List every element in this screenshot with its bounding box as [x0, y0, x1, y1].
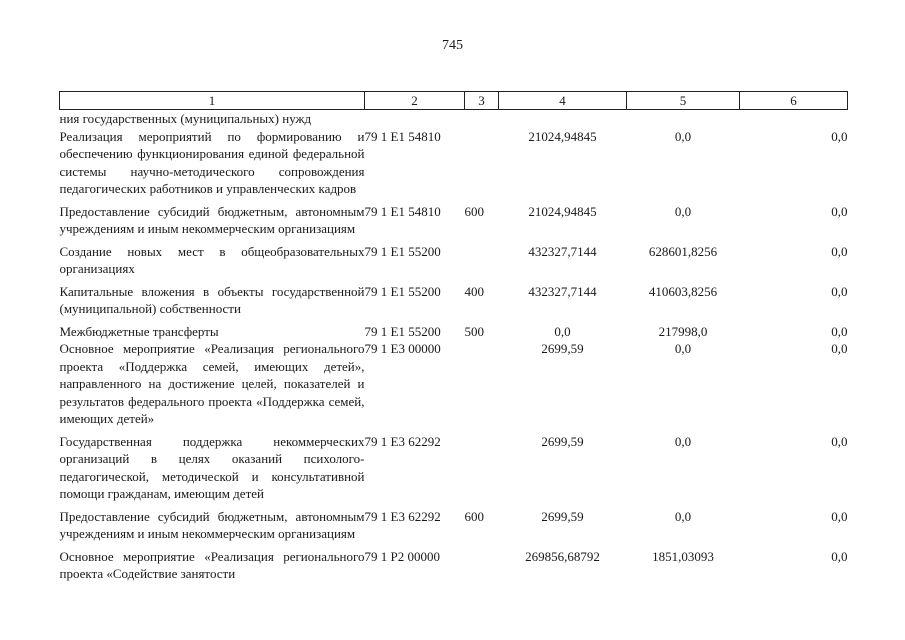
column-header: 1: [60, 92, 365, 110]
page-number: 745: [442, 38, 463, 53]
row-name-cell: Предоставление субсидий бюджетным, автономным учреждениям и иным некоммерческим организациям: [59, 203, 365, 236]
amount-col5-cell: 0,0: [674, 508, 692, 524]
table-row: [60, 428, 848, 503]
amount-col6-cell: 0,0: [831, 203, 848, 219]
expense-type-cell: [465, 128, 499, 198]
target-code-cell: 79 1 Е3 00000: [364, 341, 441, 356]
amount-col6-cell: 0,0: [831, 323, 848, 339]
column-header: 6: [740, 92, 848, 110]
amount-col5-cell: 628601,8256: [648, 243, 718, 259]
target-code-cell: 79 1 Е1 54810: [364, 203, 441, 219]
column-header: 3: [465, 92, 499, 110]
table-row: [60, 318, 848, 341]
target-code-cell: 79 1 Е3 62292: [364, 508, 441, 524]
target-code-cell: [365, 110, 465, 128]
target-code-cell: 79 1 Е1 55200: [364, 283, 441, 299]
row-name-cell: Реализация мероприятий по формированию и обеспечению функционирования единой федеральной системы научно-методического сопровождения педагогических работников и управленческих кадров: [59, 128, 365, 196]
expense-type-cell: [465, 543, 499, 583]
amount-col5-cell: 217998,0: [658, 323, 708, 339]
amount-col4-cell: 0,0: [554, 323, 571, 339]
expense-type-cell: 600: [464, 203, 484, 219]
amount-col4-cell: 2699,59: [541, 508, 584, 524]
row-name-cell: ния государственных (муниципальных) нужд: [59, 111, 312, 126]
table-row: [60, 128, 848, 198]
amount-col5-cell: 0,0: [674, 341, 692, 356]
row-name-cell: Капитальные вложения в объекты государственной (муниципальной) собственности: [59, 283, 365, 316]
amount-col4-cell: 2699,59: [541, 341, 584, 356]
amount-col5-cell: 0,0: [674, 128, 692, 144]
row-name-cell: Основное мероприятие «Реализация регионального проекта «Содействие занятости: [59, 548, 365, 581]
amount-col5-cell: 0,0: [674, 433, 692, 449]
amount-col6-cell: [740, 110, 848, 128]
table-row: [60, 278, 848, 318]
expense-type-cell: 600: [464, 508, 484, 524]
target-code-cell: 79 1 Р2 00000: [364, 548, 440, 564]
amount-col6-cell: 0,0: [831, 243, 848, 259]
amount-col6-cell: 0,0: [831, 128, 848, 144]
amount-col6-cell: 0,0: [831, 433, 848, 449]
amount-col4-cell: 432327,7144: [528, 243, 597, 259]
expense-type-cell: 500: [464, 323, 484, 339]
table-header-row: [60, 92, 848, 110]
row-name-cell: Создание новых мест в общеобразовательных организациях: [59, 243, 365, 276]
amount-col5-cell: [627, 110, 740, 128]
amount-col6-cell: 0,0: [831, 548, 848, 564]
expense-type-cell: [465, 110, 499, 128]
target-code-cell: 79 1 Е1 55200: [364, 243, 441, 259]
expense-type-cell: [465, 340, 499, 428]
table-row: [60, 503, 848, 543]
amount-col6-cell: 0,0: [831, 341, 848, 356]
amount-col4-cell: 269856,68792: [525, 548, 600, 564]
budget-table: [59, 91, 848, 583]
column-header: 2: [365, 92, 465, 110]
amount-col5-cell: 0,0: [674, 203, 692, 219]
row-name-cell: Основное мероприятие «Реализация регионального проекта «Поддержка семей, имеющих детей», направленного на достижение целей, показателей и результатов федерального проекта «Поддержка семей, имеющих детей»: [59, 341, 365, 426]
expense-type-cell: [465, 238, 499, 278]
table-row: [60, 198, 848, 238]
table-row: [60, 238, 848, 278]
amount-col4-cell: 2699,59: [541, 433, 584, 449]
column-header: 5: [627, 92, 740, 110]
table-row: [60, 543, 848, 583]
table-row: [60, 110, 848, 128]
target-code-cell: 79 1 Е1 55200: [364, 323, 441, 339]
amount-col4-cell: 21024,94845: [528, 203, 597, 219]
amount-col5-cell: 1851,03093: [652, 548, 714, 564]
expense-type-cell: [465, 428, 499, 503]
target-code-cell: 79 1 Е3 62292: [364, 433, 441, 449]
amount-col4-cell: [499, 110, 627, 128]
row-name-cell: Межбюджетные трансферты: [59, 323, 219, 339]
amount-col5-cell: 410603,8256: [648, 283, 718, 299]
expense-type-cell: 400: [464, 283, 484, 299]
column-header: 4: [499, 92, 627, 110]
row-name-cell: Государственная поддержка некоммерческих организаций в целях оказаний психолого-педагогической, методической и консультативной помощи гражданам, имеющим детей: [59, 433, 365, 501]
amount-col4-cell: 432327,7144: [528, 283, 597, 299]
amount-col6-cell: 0,0: [831, 508, 848, 524]
table-row: [60, 340, 848, 428]
amount-col6-cell: 0,0: [831, 283, 848, 299]
target-code-cell: 79 1 Е1 54810: [364, 128, 441, 144]
amount-col4-cell: 21024,94845: [528, 128, 597, 144]
row-name-cell: Предоставление субсидий бюджетным, автономным учреждениям и иным некоммерческим организациям: [59, 508, 365, 541]
